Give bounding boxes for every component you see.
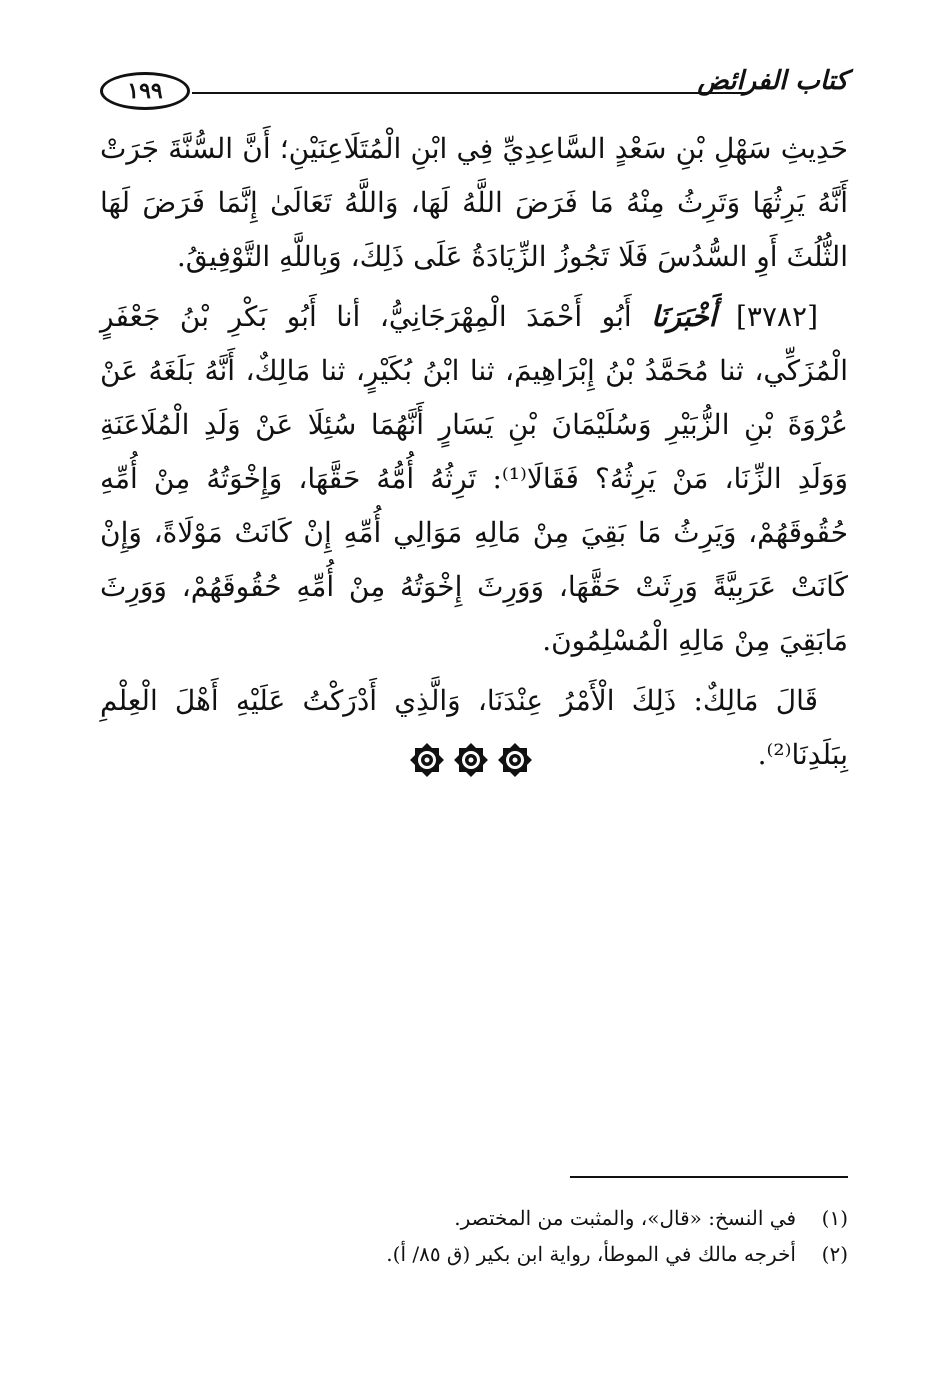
rosette-ornament-icon — [409, 742, 445, 778]
hadith-text: أَبُو أَحْمَدَ الْمِهْرَجَانِيُّ، أنا أَبُو بَكْرِ بْنُ جَعْفَرٍ الْمُزَكِّي، ثنا مُحَمَّدُ بْنُ إِبْرَاهِيمَ، ثنا ابْنُ بُكَيْرٍ، ثنا مَالِكٌ، أَنَّهُ بَلَغَهُ عَنْ عُرْوَةَ بْنِ الزُّبَيْرِ وَسُلَيْمَانَ بْنِ يَسَارٍ أَنَّهُمَا سُئِلَا عَنْ وَلَدِ الْمُلَاعَنَةِ وَوَلَدِ الزِّنَا، مَنْ يَرِثُهُ؟ فَقَالَا⁽¹⁾: تَرِثُهُ أُمُّهُ حَقَّهَا، وَإِخْوَتُهُ مِنْ أُمِّهِ حُقُوقَهُمْ، وَيَرِثُ مَا بَقِيَ مِنْ مَالِهِ مَوَالِي أُمِّهِ إِنْ كَانَتْ مَوْلَاةً، وَإِنْ كَانَتْ عَرَبِيَّةً وَرِثَتْ حَقَّهَا، وَوَرِثَ إِخْوَتُهُ مِنْ أُمِّهِ حُقُوقَهُمْ، وَوَرِثَ مَابَقِيَ مِنْ مَالِهِ الْمُسْلِمُونَ. — [100, 300, 848, 657]
paragraph-1: حَدِيثِ سَهْلِ بْنِ سَعْدٍ السَّاعِدِيِّ فِي ابْنِ الْمُتَلَاعِنَيْنِ؛ أَنَّ السُّنَّةَ جَرَتْ أَنَّهُ يَرِثُهَا وَتَرِثُ مِنْهُ مَا فَرَضَ اللَّهُ لَهَا، وَاللَّهُ تَعَالَىٰ إِنَّمَا فَرَضَ لَهَا الثُّلُثَ أَوِ السُّدُسَ فَلَا تَجُوزُ الزِّيَادَةُ عَلَى ذَلِكَ، وَبِاللَّهِ التَّوْفِيقُ. — [100, 132, 848, 273]
footnote-2 — [100, 1236, 848, 1272]
footnote-1 — [100, 1200, 848, 1236]
footnote-separator — [570, 1176, 848, 1178]
paragraph-3: قَالَ مَالِكٌ: ذَلِكَ الْأَمْرُ عِنْدَنَا، وَالَّذِي أَدْرَكْتُ عَلَيْهِ أَهْلَ الْعِلْمِ بِبَلَدِنَا⁽²⁾. — [100, 684, 848, 771]
footnotes — [100, 1200, 848, 1272]
page-number: ١٩٩ — [100, 72, 190, 110]
paragraph-2 — [100, 290, 848, 668]
main-text — [100, 122, 848, 788]
footnote-number: (١) — [821, 1206, 848, 1230]
book-title: كتاب الفرائض — [697, 66, 848, 96]
footnote-text: أخرجه مالك في الموطأ، رواية ابن بكير (ق ٨٥/ أ). — [386, 1242, 796, 1266]
hadith-lead-word: أَخْبَرَنَا — [651, 300, 717, 333]
page-header — [100, 66, 848, 116]
header-rule — [192, 92, 748, 94]
hadith-number: [٣٧٨٢] — [735, 300, 819, 333]
section-ornaments — [0, 742, 942, 782]
footnote-text: في النسخ: «قال»، والمثبت من المختصر. — [454, 1206, 796, 1230]
rosette-ornament-icon — [453, 742, 489, 778]
footnote-number: (٢) — [821, 1242, 848, 1266]
rosette-ornament-icon — [497, 742, 533, 778]
